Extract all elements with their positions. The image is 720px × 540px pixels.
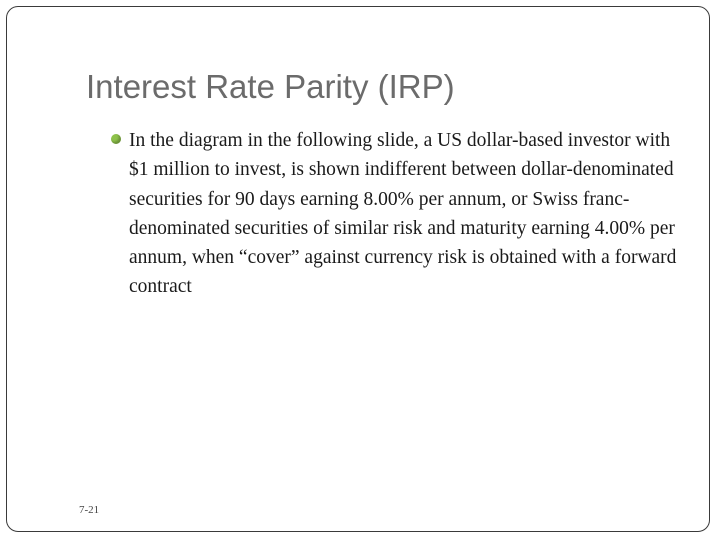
bullet-icon: [111, 134, 121, 144]
slide-title: Interest Rate Parity (IRP): [86, 68, 455, 105]
slide-number: 7-21: [79, 504, 100, 516]
bullet-item: [111, 126, 691, 302]
slide: [6, 6, 710, 532]
bullet-list: [111, 126, 691, 302]
bullet-text: In the diagram in the following slide, a US dollar-based investor with $1 million to invest, is shown indifferent between dollar-denominated securities for 90 days earning 8.00% per annum, or Swiss franc-denominated securities of similar risk and maturity earning 4.00% per annum, when “cover” against currency risk is obtained with a forward contract: [129, 130, 677, 298]
